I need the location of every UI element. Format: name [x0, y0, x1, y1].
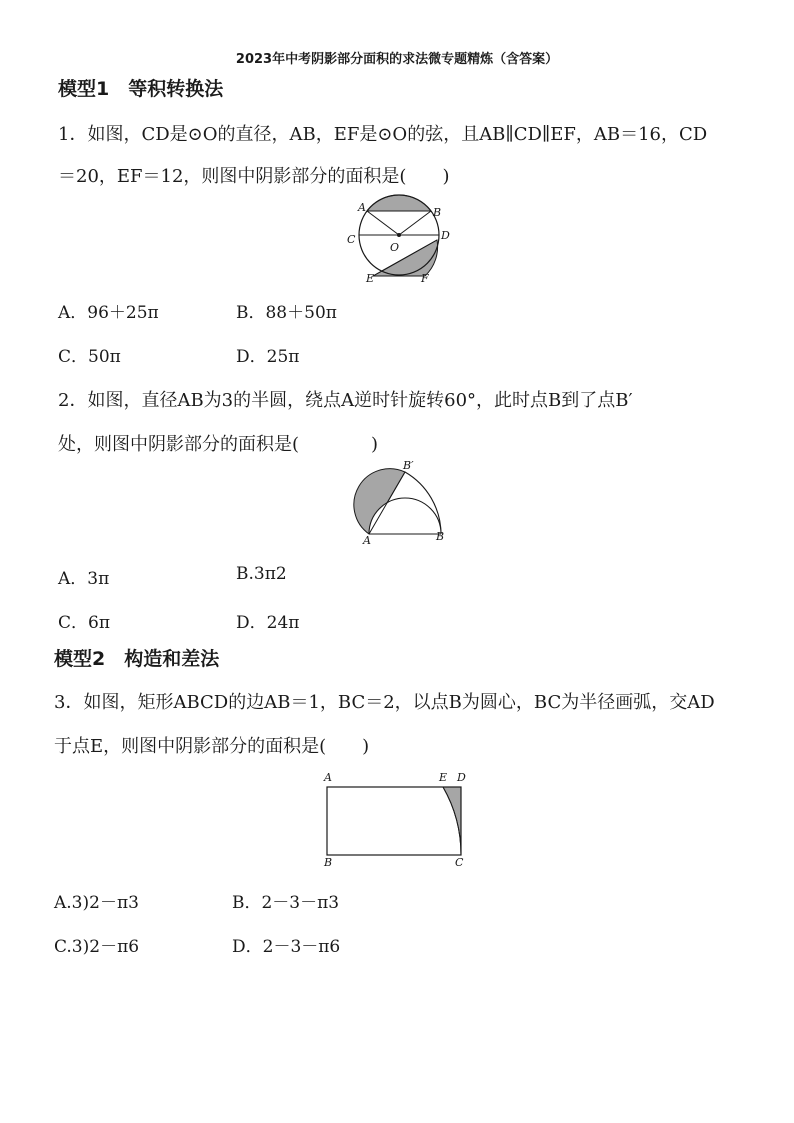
q2-label-b-prime: B′ [403, 459, 414, 472]
q2-option-d: D．24π [236, 613, 300, 633]
q1-label-a: A [358, 201, 366, 214]
q2-option-a: A．3π [58, 569, 110, 589]
q1-option-b: B．88＋50π [236, 303, 337, 323]
q1-label-d: D [441, 229, 450, 242]
q1-text-line2: ＝20，EF＝12，则图中阴影部分的面积是( ) [58, 166, 450, 187]
q1-center-dot [397, 233, 401, 237]
q3-option-a: A.3)2－π3 [54, 893, 139, 913]
q2-option-c: C．6π [58, 613, 110, 633]
q2-label-b: B [436, 530, 445, 543]
q1-option-a: A．96＋25π [58, 303, 159, 323]
q3-text-line1: 3．如图，矩形ABCD的边AB＝1，BC＝2，以点B为圆心，BC为半径画弧，交AD [54, 692, 715, 713]
model1-heading: 模型1 等积转换法 [58, 78, 224, 100]
q2-text-line1: 2．如图，直径AB为3的半圆，绕点A逆时针旋转60°，此时点B到了点B′ [58, 390, 633, 411]
model2-heading: 模型2 构造和差法 [54, 648, 220, 670]
q1-label-o: O [390, 241, 400, 254]
q3-label-a: A [324, 771, 332, 784]
q1-circle-figure [344, 196, 450, 286]
q2-option-b: B.3π2 [236, 564, 287, 584]
q2-text-line2: 处，则图中阴影部分的面积是( ) [58, 434, 379, 455]
q1-option-c: C．50π [58, 347, 121, 367]
q3-option-d: D．2－3－π6 [232, 937, 341, 957]
q3-label-b: B [324, 856, 333, 869]
q3-rectangle [327, 787, 461, 855]
q1-label-e: E [366, 272, 375, 285]
q3-label-d: D [457, 771, 466, 784]
q3-shade [443, 787, 461, 855]
q2-semicircle-figure [353, 460, 453, 550]
q1-shade-top [367, 195, 431, 211]
q1-label-f: F [421, 272, 429, 285]
q3-label-e: E [439, 771, 448, 784]
q3-text-line2: 于点E，则图中阴影部分的面积是( ) [54, 736, 370, 757]
q1-text-line1: 1．如图，CD是⊙O的直径，AB，EF是⊙O的弦，且AB∥CD∥EF，AB＝16，CD [58, 124, 708, 145]
q3-option-b: B．2－3－π3 [232, 893, 340, 913]
q1-option-d: D．25π [236, 347, 300, 367]
q3-option-c: C.3)2－π6 [54, 937, 140, 957]
page-title: 2023年中考阴影部分面积的求法微专题精炼（含答案） [235, 52, 559, 67]
q1-line-bo [399, 211, 431, 235]
q1-line-ao [367, 211, 399, 235]
q1-label-c: C [347, 233, 356, 246]
q2-label-a: A [363, 534, 371, 547]
q3-rectangle-figure [318, 768, 478, 868]
q1-label-b: B [433, 206, 442, 219]
q3-label-c: C [455, 856, 464, 869]
